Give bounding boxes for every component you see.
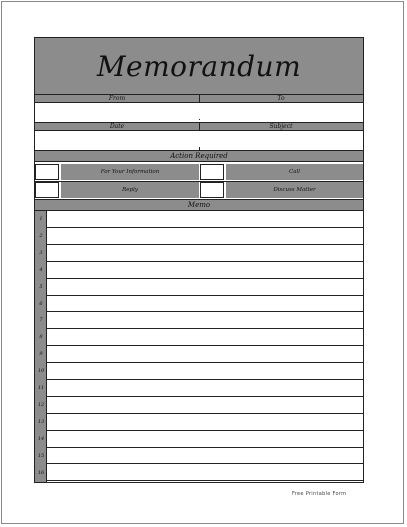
line-number: 6 <box>39 301 43 307</box>
memo-line-field[interactable] <box>48 414 363 430</box>
memo-line-field[interactable] <box>48 296 363 312</box>
line-number: 13 <box>37 419 45 425</box>
from-to-field-row <box>35 103 363 119</box>
call-label: Call <box>226 164 363 180</box>
memo-line-field[interactable] <box>48 211 363 227</box>
memo-line-field[interactable] <box>48 448 363 464</box>
line-number: 8 <box>39 334 43 340</box>
memo-line-field[interactable] <box>48 262 363 278</box>
line-number: 16 <box>37 470 45 476</box>
memo-line-field[interactable] <box>48 363 363 379</box>
discuss-label: Discuss Matter <box>226 182 363 198</box>
footer-credit: Free Printable Form <box>292 491 347 497</box>
memo-line-field[interactable] <box>48 312 363 328</box>
memo-line-field[interactable] <box>48 465 363 481</box>
memo-line-field[interactable] <box>48 329 363 345</box>
line-number: 5 <box>39 284 43 290</box>
memo-line-field[interactable] <box>48 279 363 295</box>
date-subject-field-row <box>35 131 363 147</box>
reply-checkbox[interactable] <box>35 182 59 198</box>
memo-header: Memo <box>35 199 363 211</box>
line-number: 3 <box>39 250 43 256</box>
call-checkbox[interactable] <box>200 164 224 180</box>
action-required-header: Action Required <box>35 150 363 162</box>
memo-line-field[interactable] <box>48 346 363 362</box>
discuss-checkbox[interactable] <box>200 182 224 198</box>
line-number: 4 <box>39 267 43 273</box>
line-number: 11 <box>37 385 45 391</box>
line-number: 14 <box>37 436 45 442</box>
line-number: 2 <box>39 233 43 239</box>
line-number: 10 <box>37 368 45 374</box>
memorandum-form <box>34 37 364 483</box>
memo-line-field[interactable] <box>48 397 363 413</box>
line-number: 1 <box>39 216 43 222</box>
memo-line-field[interactable] <box>48 380 363 396</box>
title-bar <box>35 38 363 95</box>
from-field[interactable] <box>35 103 199 119</box>
fyi-label: For Your Information <box>61 164 199 180</box>
page-title: Memorandum <box>96 49 302 83</box>
line-number: 15 <box>37 453 45 459</box>
subject-field[interactable] <box>200 131 363 147</box>
memo-line-field[interactable] <box>48 228 363 244</box>
to-label: To <box>277 95 285 102</box>
date-label: Date <box>109 123 125 130</box>
subject-label: Subject <box>269 123 293 130</box>
to-field[interactable] <box>200 103 363 119</box>
line-number: 7 <box>39 317 43 323</box>
fyi-checkbox[interactable] <box>35 164 59 180</box>
line-number: 12 <box>37 402 45 408</box>
from-label: From <box>108 95 126 102</box>
reply-label: Reply <box>61 182 199 198</box>
date-field[interactable] <box>35 131 199 147</box>
memo-line-field[interactable] <box>48 245 363 261</box>
line-number: 9 <box>39 351 43 357</box>
memo-line-field[interactable] <box>48 431 363 447</box>
